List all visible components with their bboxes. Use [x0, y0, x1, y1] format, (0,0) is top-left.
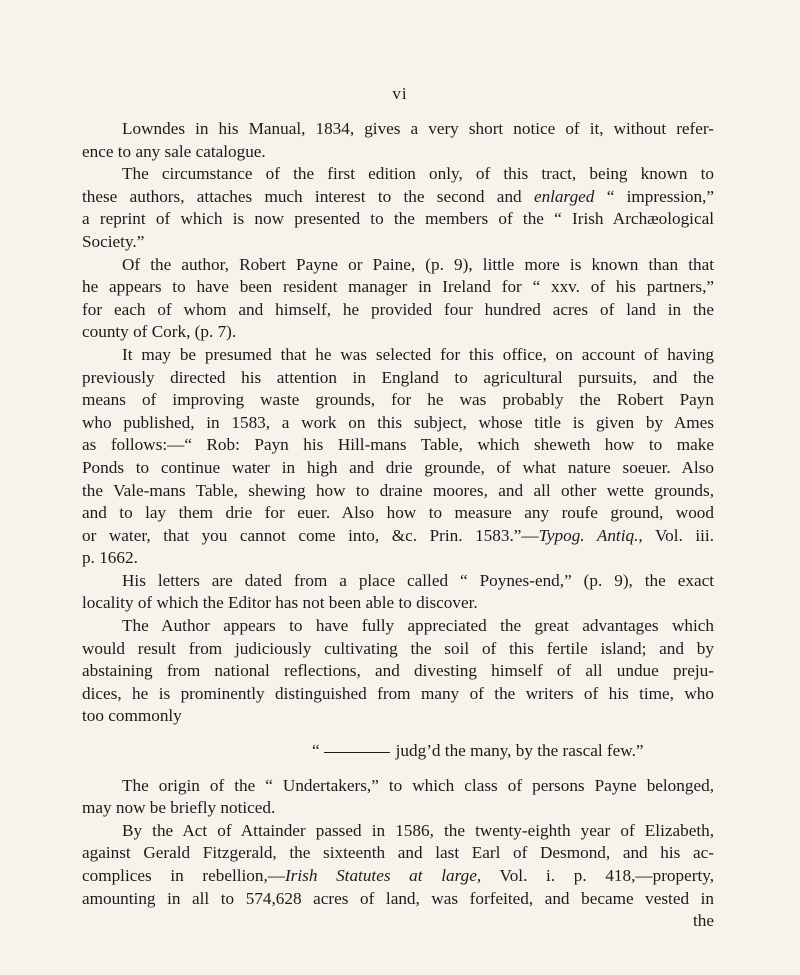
text-line: locality of which the Editor has not been able to discover.: [82, 593, 478, 613]
body-text: [82, 118, 714, 933]
text-line: [82, 186, 714, 209]
text-line: The circumstance of the first edition only, of this tract, being known to: [122, 164, 714, 184]
text-segment: , Vol. iii.: [638, 525, 715, 545]
text-line: p. 1662.: [82, 548, 138, 568]
text-segment: complices in rebellion,—: [82, 866, 285, 885]
text-line: as follows:—“ Rob: Payn his Hill-mans Table, which sheweth how to make: [82, 435, 714, 455]
quote-open-mark: “: [312, 741, 320, 761]
text-line: Ponds to continue water in high and drie grounde, of what nature soeuer. Also: [82, 457, 714, 477]
text-line: would result from judiciously cultivating the soil of this fertile island; and by: [82, 638, 714, 658]
italic-citation: Typog. Antiq.: [538, 525, 639, 545]
text-line: the: [693, 911, 714, 931]
text-line: means of improving waste grounds, for he was probably the Robert Payn: [82, 390, 714, 410]
text-line: ence to any sale catalogue.: [82, 141, 266, 161]
text-line: It may be presumed that he was selected for this office, on account of having: [122, 344, 714, 364]
text-line: a reprint of which is now presented to the members of the “ Irish Archæological: [82, 209, 714, 229]
quote-text: judg’d the many, by the rascal few.”: [395, 741, 644, 761]
text-segment: these authors, attaches much interest to the second and: [82, 186, 534, 206]
text-line: abstaining from national reflections, and divesting himself of all undue preju-: [82, 661, 714, 681]
text-line: [82, 525, 714, 548]
text-line: too commonly: [82, 706, 182, 726]
quote-dash-rule: [324, 752, 390, 753]
text-line: dices, he is prominently distinguished from many of the writers of his time, who: [82, 683, 714, 703]
text-line: who published, in 1583, a work on this subject, whose title is given by Ames: [82, 412, 714, 432]
page-number: vi: [392, 84, 408, 103]
text-line: for each of whom and himself, he provided four hundred acres of land in the: [82, 299, 714, 319]
italic-citation: Irish Statutes at large,: [284, 866, 482, 885]
text-line: he appears to have been resident manager in Ireland for “ xxv. of his partners,”: [82, 277, 714, 297]
text-line: Society.”: [82, 231, 145, 251]
text-segment: or water, that you cannot come into, &c. Prin. 1583.”—: [82, 525, 539, 545]
text-line: amounting in all to 574,628 acres of land, was forfeited, and became vested in: [82, 888, 714, 908]
text-line: His letters are dated from a place called “ Poynes-end,” (p. 9), the exact: [122, 570, 714, 590]
text-line: and to lay them drie for euer. Also how to measure any roufe ground, wood: [82, 503, 714, 523]
text-line: county of Cork, (p. 7).: [82, 322, 237, 342]
text-line: Lowndes in his Manual, 1834, gives a very short notice of it, without refer-: [122, 119, 714, 138]
italic-citation: enlarged: [533, 186, 595, 206]
text-line: previously directed his attention in England to agricultural pursuits, and the: [82, 367, 714, 387]
text-line: The Author appears to have fully appreciated the great advantages which: [122, 616, 714, 636]
text-line: Of the author, Robert Payne or Paine, (p. 9), little more is known than that: [122, 254, 714, 274]
text-segment: Vol. i. p. 418,—property,: [481, 866, 715, 885]
text-segment: “ impression,”: [594, 186, 714, 206]
text-line: against Gerald Fitzgerald, the sixteenth and last Earl of Desmond, and his ac-: [82, 843, 714, 863]
text-line: may now be briefly noticed.: [82, 798, 276, 818]
text-line: the Vale-mans Table, shewing how to draine moores, and all other wette grounds,: [82, 480, 714, 500]
verse-quotation: [82, 740, 714, 763]
text-line: By the Act of Attainder passed in 1586, the twenty-eighth year of Elizabeth,: [122, 820, 714, 840]
text-line: The origin of the “ Undertakers,” to which class of persons Payne belonged,: [122, 775, 714, 795]
text-line: [82, 865, 714, 888]
